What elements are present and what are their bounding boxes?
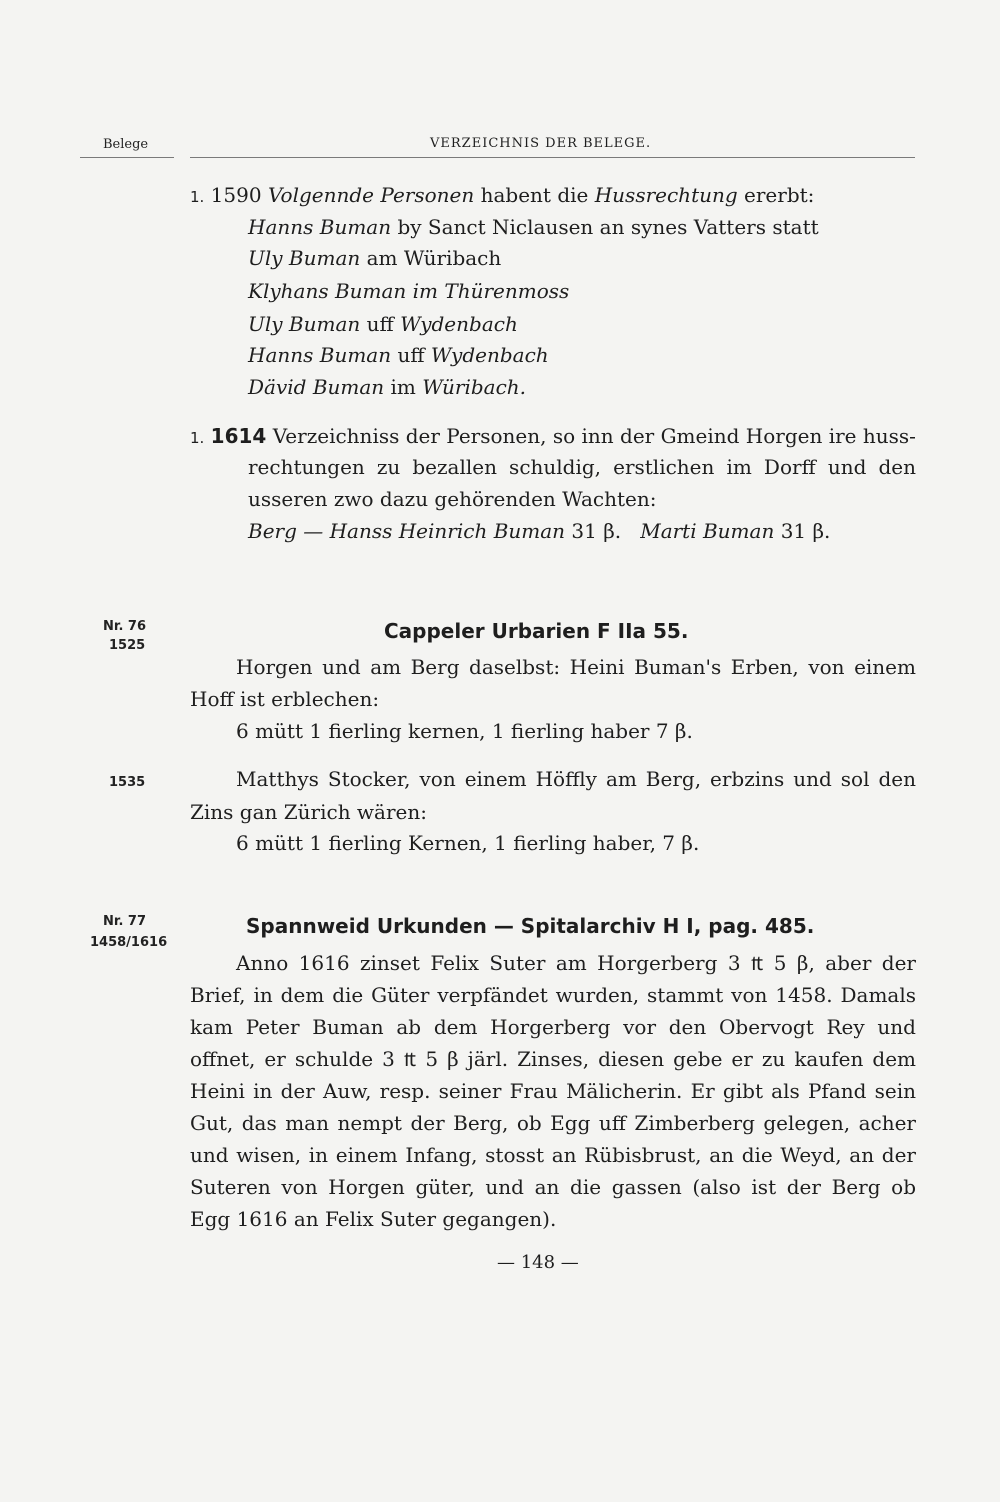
nr77-line: Heini in der Auw, resp. seiner Frau Mälicherin. Er gibt als Pfand sein <box>190 1079 916 1103</box>
nr77-line: Anno 1616 zinset Felix Suter am Horgerberg 3 ₶ 5 β, aber der <box>236 951 916 975</box>
margin-nr-76: Nr. 76 <box>103 619 146 634</box>
entry-1614-line: usseren zwo dazu gehörenden Wachten: <box>248 487 657 511</box>
section-title-nr76: Cappeler Urbarien F IIa 55. <box>384 619 689 643</box>
margin-year-1458-1616: 1458/1616 <box>90 935 168 950</box>
nr77-line: Gut, das man nempt der Berg, ob Egg uff Zimberberg gelegen, acher <box>190 1111 916 1135</box>
entry-1590-line: Hanns Buman uff Wydenbach <box>248 343 549 367</box>
running-title: VERZEICHNIS DER BELEGE. <box>430 136 652 151</box>
nr76-para1-line: Hoff ist erblechen: <box>190 687 380 711</box>
nr77-line: offnet, er schulde 3 ₶ 5 β järl. Zinses, diesen gebe er zu kaufen dem <box>190 1047 916 1071</box>
entry-1590-line: Hanns Buman by Sanct Niclausen an synes Vatters statt <box>248 215 819 239</box>
entry-1590-line: Uly Buman am Würibach <box>248 246 502 270</box>
entry-1590-head: 1. 1590 Volgennde Personen habent die Hussrechtung ererbt: <box>190 183 815 207</box>
nr77-line: und wisen, in einem Infang, stosst an Rübisbrust, an die Weyd, an der <box>190 1143 916 1167</box>
page-number: — 148 — <box>497 1252 579 1273</box>
entry-1614-head: 1. 1614 Verzeichniss der Personen, so inn der Gmeind Horgen ire huss- <box>190 424 916 448</box>
nr76-para1-line: 6 mütt 1 fierling kernen, 1 fierling haber 7 β. <box>236 719 693 743</box>
nr76-para2-line: 6 mütt 1 fierling Kernen, 1 fierling haber, 7 β. <box>236 831 700 855</box>
margin-nr-77: Nr. 77 <box>103 914 146 929</box>
header-rule <box>190 157 915 158</box>
margin-rule <box>80 157 174 158</box>
entry-1590-line: Klyhans Buman im Thürenmoss <box>248 279 570 303</box>
nr77-line: Suteren von Horgen güter, und an die gassen (also ist der Berg ob <box>190 1175 916 1199</box>
nr77-line: Brief, in dem die Güter verpfändet wurden, stammt von 1458. Damals <box>190 983 916 1007</box>
entry-1614-line: rechtungen zu bezallen schuldig, erstlichen im Dorff und den <box>248 455 916 479</box>
entry-1614-berg-line: Berg — Hanss Heinrich Buman 31 β. Marti Buman 31 β. <box>248 519 831 543</box>
entry-1590-line: Dävid Buman im Würibach. <box>248 375 527 399</box>
section-title-nr77: Spannweid Urkunden — Spitalarchiv H I, pag. 485. <box>246 914 815 938</box>
nr77-line: kam Peter Buman ab dem Horgerberg vor den Obervogt Rey und <box>190 1015 916 1039</box>
nr77-line: Egg 1616 an Felix Suter gegangen). <box>190 1207 557 1231</box>
nr76-para2-line: Zins gan Zürich wären: <box>190 800 427 824</box>
nr76-para1-line: Horgen und am Berg daselbst: Heini Buman's Erben, von einem <box>236 655 916 679</box>
margin-header-label: Belege <box>103 137 149 152</box>
margin-year-1525: 1525 <box>109 638 146 653</box>
margin-year-1535: 1535 <box>109 775 146 790</box>
entry-1590-line: Uly Buman uff Wydenbach <box>248 312 518 336</box>
nr76-para2-line: Matthys Stocker, von einem Höffly am Berg, erbzins und sol den <box>236 767 916 791</box>
